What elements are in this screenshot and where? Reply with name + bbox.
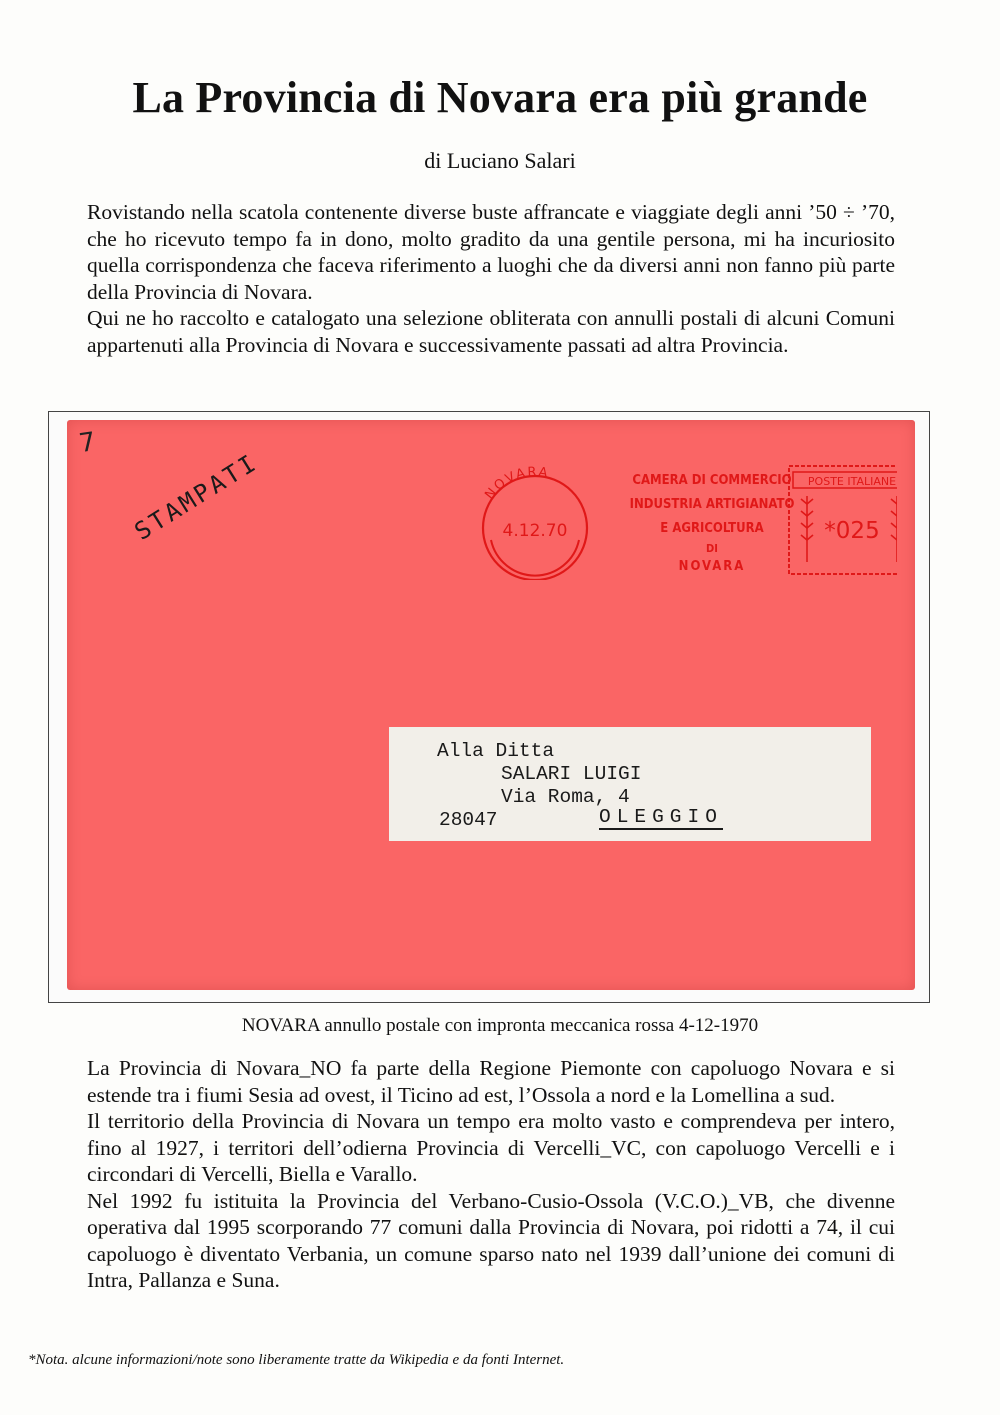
meter-wheat-left xyxy=(801,496,813,562)
meter-value: *025 xyxy=(824,518,880,544)
postmark-city xyxy=(482,465,550,503)
meter-wheat-right xyxy=(891,496,897,562)
postmark-date: 4.12.70 xyxy=(502,521,568,541)
sender-line: CAMERA DI COMMERCIO xyxy=(632,473,792,488)
intro-paragraph: Qui ne ho raccolto e catalogato una selezione obliterata con annulli postali di alcuni Comuni appartenuti alla Provincia di Novara e successivamente passati ad altra Provincia. xyxy=(87,306,895,357)
page-title: La Provincia di Novara era più grande xyxy=(132,73,868,122)
envelope-image xyxy=(67,420,915,990)
sender-line: INDUSTRIA ARTIGIANATO xyxy=(629,497,795,512)
address-label xyxy=(389,727,871,841)
image-caption: NOVARA annullo postale con impronta meccanica rossa 4-12-1970 xyxy=(241,1015,759,1036)
meter-header: POSTE ITALIANE xyxy=(807,475,897,488)
address-city: OLEGGIO xyxy=(599,806,723,828)
address-line: SALARI LUIGI xyxy=(501,763,642,785)
address-line: Via Roma, 4 xyxy=(501,786,630,808)
author-byline: di Luciano Salari xyxy=(424,148,576,173)
pencil-number: 7 xyxy=(76,426,98,460)
intro-text xyxy=(87,199,895,358)
sender-line: DI xyxy=(706,542,718,555)
stampati-handstamp: STAMPATI xyxy=(129,448,263,546)
address-line: Alla Ditta xyxy=(437,740,555,762)
envelope-frame xyxy=(48,411,930,1003)
body-paragraph: Nel 1992 fu istituita la Provincia del Verbano-Cusio-Ossola (V.C.O.)_VB, che divenne operativa dal 1995 scorporando 77 comuni dalla Provincia di Novara, poi ridotti a 74, il cui capoluogo è diventato Verbania, un comune sparso nato nel 1939 dall’unione dei comuni di Intra, Pallanza e Suna. xyxy=(87,1188,895,1292)
address-postcode: 28047 xyxy=(439,809,498,831)
body-text xyxy=(87,1055,895,1294)
sender-line: NOVARA xyxy=(678,559,746,574)
body-paragraph: Il territorio della Provincia di Novara un tempo era molto vasto e comprendeva per intero, fino al 1927, i territori dell’odierna Provincia di Vercelli_VC, con capoluogo Vercelli e i circondari di Vercelli, Biella e Varallo. xyxy=(87,1109,895,1186)
footnote: *Nota. alcune informazioni/note sono liberamente tratte da Wikipedia e da fonti Internet. xyxy=(28,1352,565,1368)
meter-franking xyxy=(467,440,897,580)
sender-line: E AGRICOLTURA xyxy=(660,521,764,536)
postmark-city-path: NOVARA xyxy=(482,464,551,503)
body-paragraph: La Provincia di Novara_NO fa parte della Regione Piemonte con capoluogo Novara e si estende tra i fiumi Sesia ad ovest, il Ticino ad est, l’Ossola a nord e la Lomellina a sud. xyxy=(87,1056,895,1107)
intro-paragraph: Rovistando nella scatola contenente diverse buste affrancate e viaggiate degli anni ’50 ÷ ’70, che ho ricevuto tempo fa in dono, molto gradito da una gentile persona, mi ha incuriosito quella corrispondenza che faceva riferimento a luoghi che da diversi anni non fanno più parte della Provincia di Novara. xyxy=(87,200,895,304)
